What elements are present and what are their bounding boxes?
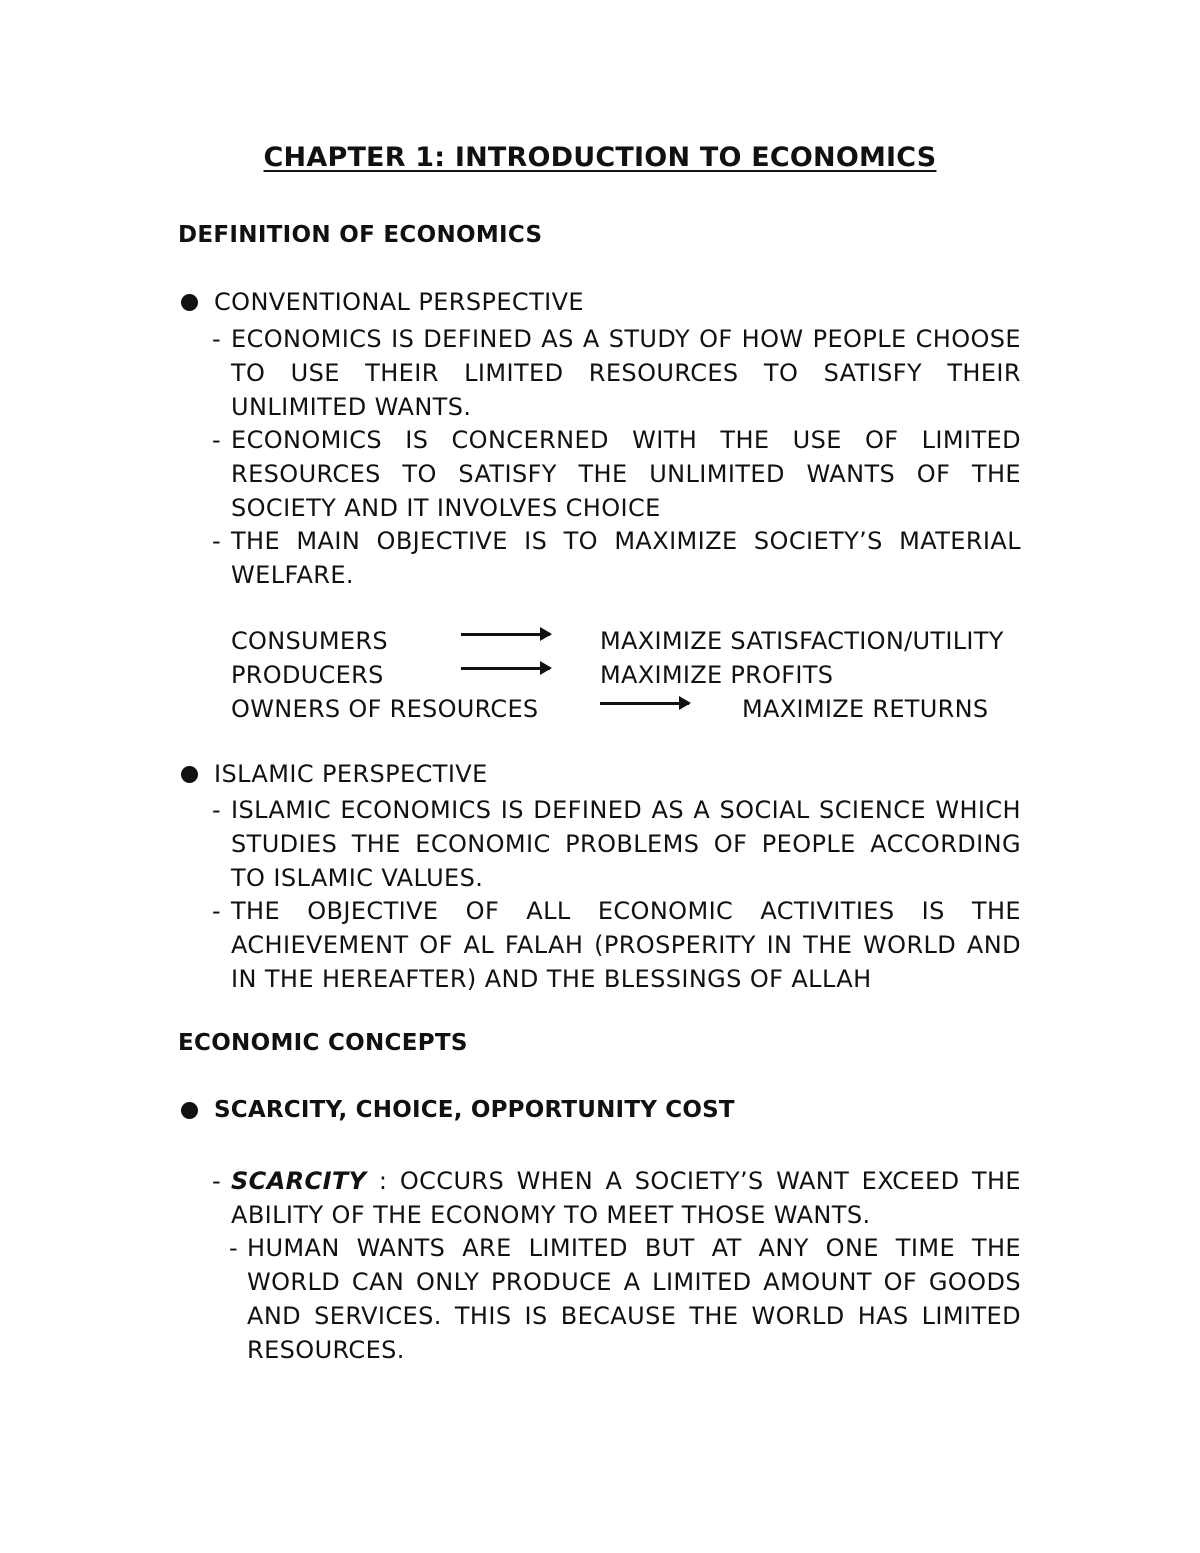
dash-marker: -: [212, 527, 221, 555]
chapter-title: CHAPTER 1: INTRODUCTION TO ECONOMICS: [263, 142, 937, 173]
scarcity-definition-text: : OCCURS WHEN A SOCIETY’S WANT EXCEED THE ABILITY OF THE ECONOMY TO MEET THOSE WANTS.: [231, 1167, 1021, 1229]
bullet-scarcity-topic: [181, 1097, 735, 1123]
section-heading-concepts: ECONOMIC CONCEPTS: [178, 1030, 468, 1056]
scarcity-term: SCARCITY: [231, 1167, 367, 1195]
conventional-item-2: ECONOMICS IS CONCERNED WITH THE USE OF LIMITED RESOURCES TO SATISFY THE UNLIMITED WANTS OF THE SOCIETY AND IT INVOLVES CHOICE: [231, 426, 1021, 522]
bullet-label-scarcity-topic: SCARCITY, CHOICE, OPPORTUNITY COST: [214, 1097, 735, 1123]
bullet-dot: [181, 766, 198, 783]
scarcity-sub-item: HUMAN WANTS ARE LIMITED BUT AT ANY ONE TIME THE WORLD CAN ONLY PRODUCE A LIMITED AMOUNT OF GOODS AND SERVICES. THIS IS BECAUSE THE WORLD HAS LIMITED RESOURCES.: [247, 1234, 1021, 1364]
bullet-dot: [181, 294, 198, 311]
mapping-agent-consumers: CONSUMERS: [231, 627, 388, 655]
bullet-label-islamic: ISLAMIC PERSPECTIVE: [214, 760, 488, 788]
dash-marker: -: [212, 426, 221, 454]
conventional-item-1: ECONOMICS IS DEFINED AS A STUDY OF HOW PEOPLE CHOOSE TO USE THEIR LIMITED RESOURCES TO SATISFY THEIR UNLIMITED WANTS.: [231, 325, 1021, 421]
mapping-goal-consumers: MAXIMIZE SATISFACTION/UTILITY: [600, 627, 1004, 655]
right-arrow-icon: [600, 702, 689, 705]
right-arrow-icon: [461, 633, 550, 636]
right-arrow-icon: [461, 667, 550, 670]
mapping-goal-producers: MAXIMIZE PROFITS: [600, 661, 834, 689]
scarcity-definition: [231, 1164, 1021, 1232]
section-heading-definition: DEFINITION OF ECONOMICS: [178, 222, 543, 248]
dash-marker: -: [229, 1234, 238, 1262]
islamic-item-2: THE OBJECTIVE OF ALL ECONOMIC ACTIVITIES IS THE ACHIEVEMENT OF AL FALAH (PROSPERITY IN THE WORLD AND IN THE HEREAFTER) AND THE BLESSINGS OF ALLAH: [231, 897, 1021, 993]
mapping-agent-owners: OWNERS OF RESOURCES: [231, 695, 539, 723]
bullet-label-conventional: CONVENTIONAL PERSPECTIVE: [214, 288, 584, 316]
mapping-goal-owners: MAXIMIZE RETURNS: [742, 695, 989, 723]
islamic-item-1: ISLAMIC ECONOMICS IS DEFINED AS A SOCIAL SCIENCE WHICH STUDIES THE ECONOMIC PROBLEMS OF PEOPLE ACCORDING TO ISLAMIC VALUES.: [231, 796, 1021, 892]
dash-marker: -: [212, 897, 221, 925]
dash-marker: -: [212, 796, 221, 824]
bullet-conventional: [181, 288, 584, 316]
mapping-agent-producers: PRODUCERS: [231, 661, 384, 689]
conventional-item-3: THE MAIN OBJECTIVE IS TO MAXIMIZE SOCIETY’S MATERIAL WELFARE.: [231, 527, 1021, 589]
bullet-islamic: [181, 760, 488, 788]
bullet-dot: [181, 1102, 198, 1119]
dash-marker: -: [212, 325, 221, 353]
dash-marker: -: [212, 1167, 221, 1195]
